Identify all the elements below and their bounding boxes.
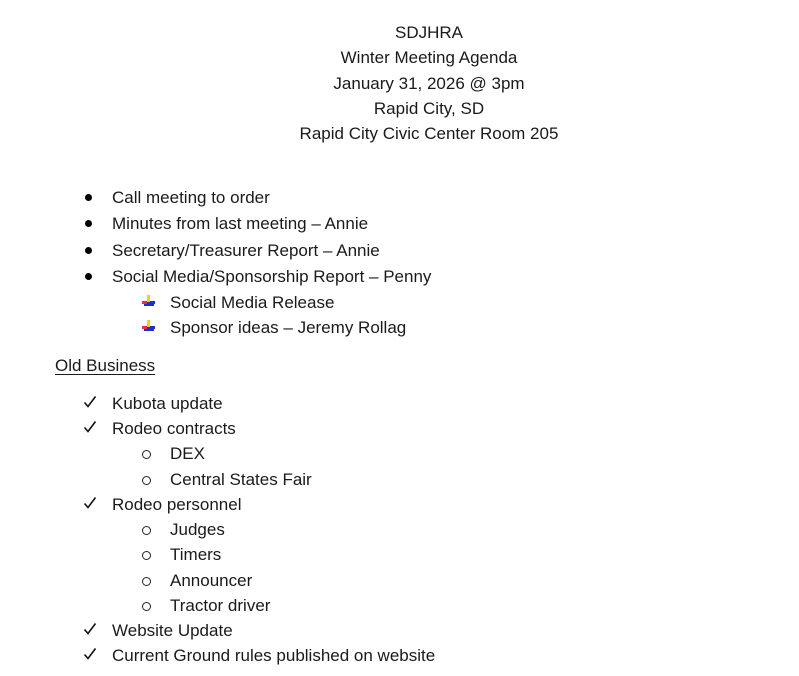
checkmark-icon [83,620,97,642]
sub-list-item-label: Central States Fair [170,470,312,489]
list-item-label: Rodeo personnel [112,495,242,514]
list-item-label: Social Media/Sponsorship Report – Penny [112,267,432,286]
list-item-label: Current Ground rules published on website [112,646,436,665]
list-item-label: Secretary/Treasurer Report – Annie [112,241,380,260]
organization-name: SDJHRA [394,23,463,42]
meeting-venue: Rapid City Civic Center Room 205 [299,124,559,144]
circle-bullet-icon [141,469,151,491]
agenda-header [0,20,799,146]
list-item-label: Call meeting to order [112,188,270,207]
sub-list-item-label: Judges [170,520,225,539]
bullet-icon [83,213,92,235]
checkmark-icon [83,393,97,415]
meeting-date-time: January 31, 2026 @ 3pm [333,73,525,93]
checkmark-icon [83,645,97,667]
sub-list-item-label: Announcer [170,571,253,590]
sub-list-item-label: Tractor driver [170,596,271,615]
bullet-icon [83,240,92,262]
agenda-title: Winter Meeting Agenda [340,48,518,68]
list-item-label: Minutes from last meeting – Annie [112,214,369,233]
circle-bullet-icon [141,519,151,541]
sub-list-item-label: Social Media Release [170,293,335,312]
list-item-label: Kubota update [112,394,223,413]
old-business-heading: Old Business [55,356,156,375]
arrow-bullet-icon [141,317,157,339]
sub-list-item-label: DEX [170,444,205,463]
sub-list-item-label: Sponsor ideas – Jeremy Rollag [170,318,407,337]
bullet-icon [83,266,92,288]
checkmark-icon [83,418,97,440]
bullet-icon [83,187,92,209]
circle-bullet-icon [141,570,151,592]
circle-bullet-icon [141,544,151,566]
sub-list-item-label: Timers [170,545,222,564]
meeting-city: Rapid City, SD [373,98,485,118]
checkmark-icon [83,494,97,516]
list-item-label: Rodeo contracts [112,419,236,438]
circle-bullet-icon [141,595,151,617]
circle-bullet-icon [141,443,151,465]
arrow-bullet-icon [141,292,157,314]
list-item-label: Website Update [112,621,233,640]
